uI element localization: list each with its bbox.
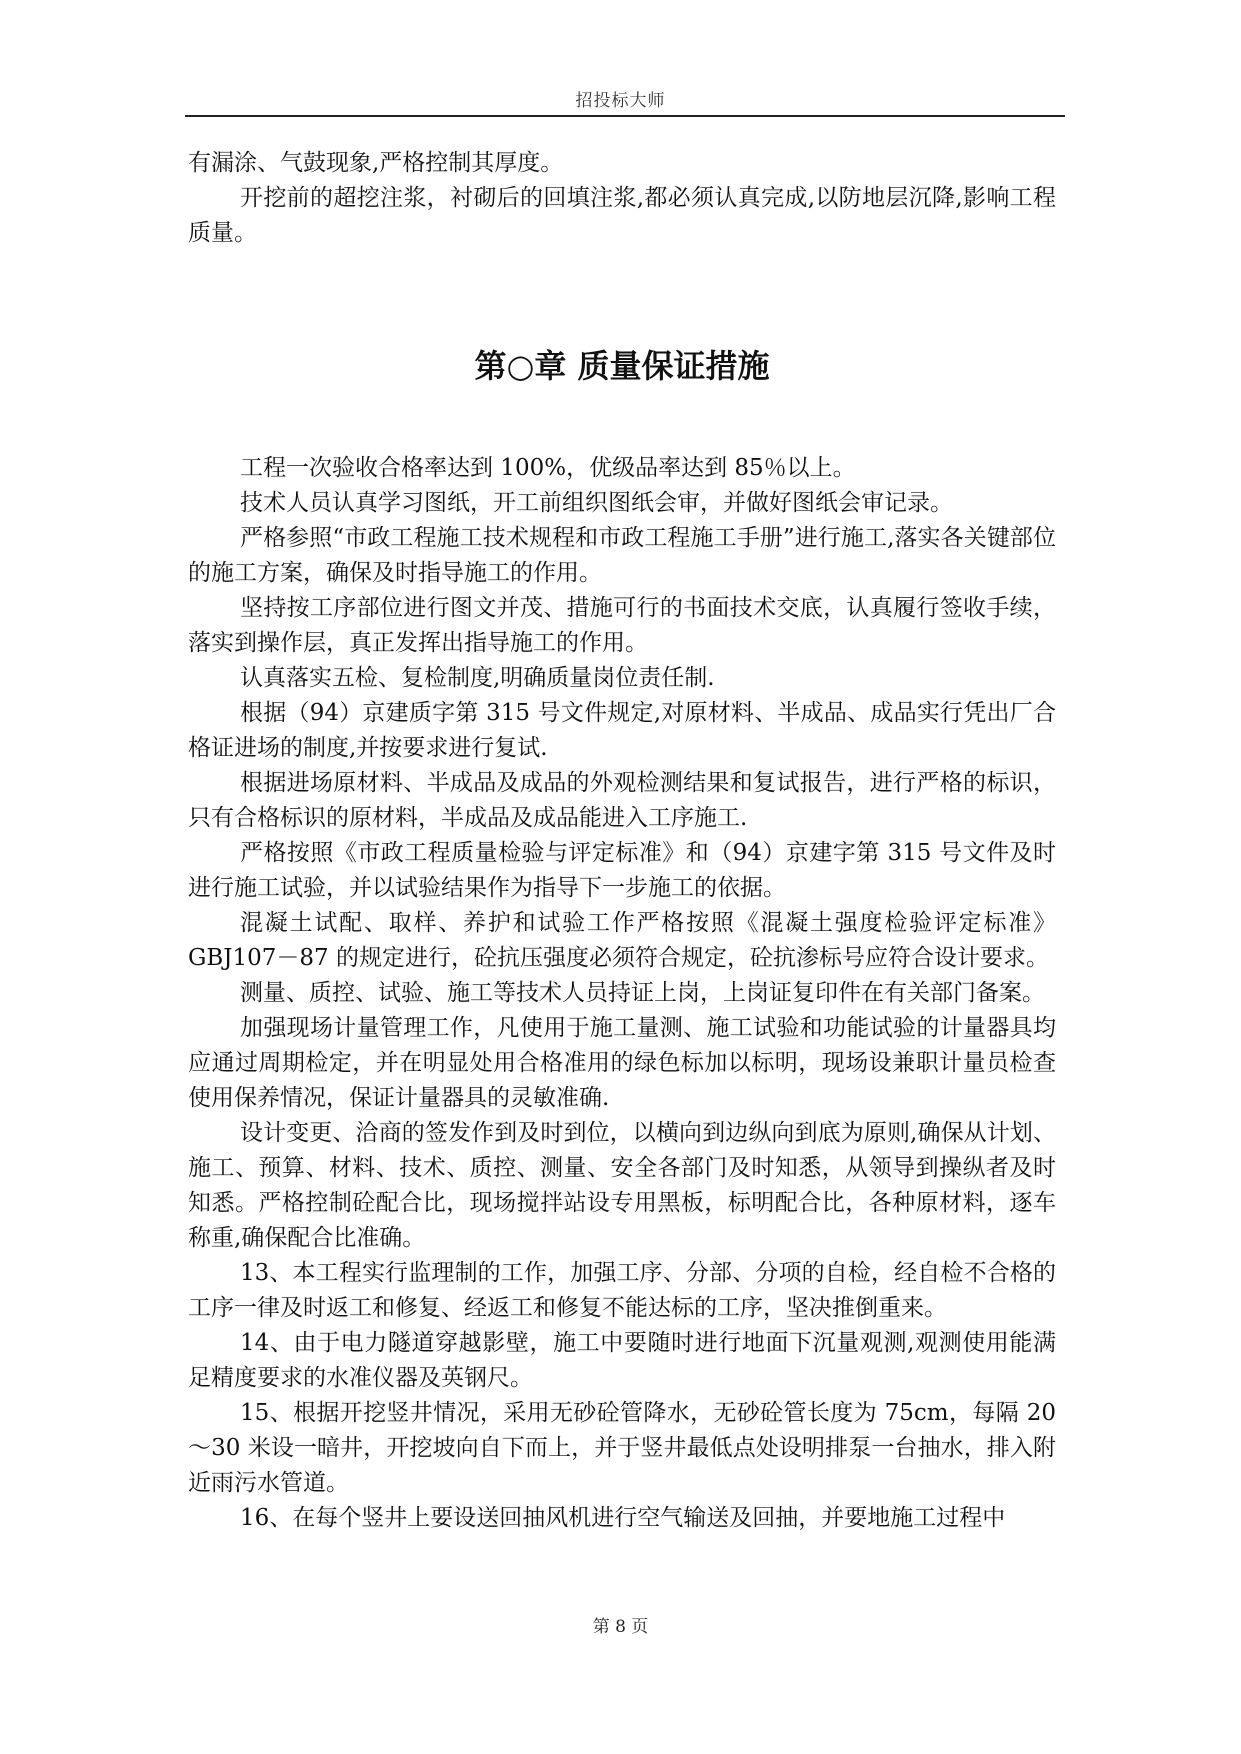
body-paragraph: 技术人员认真学习图纸，开工前组织图纸会审，并做好图纸会审记录。	[240, 490, 953, 516]
page-number: 第 8 页	[592, 1617, 649, 1637]
body-paragraph: 测量、质控、试验、施工等技术人员持证上岗，上岗证复印件在有关部门备案。	[240, 980, 1045, 1006]
spacer	[188, 387, 1056, 451]
header-rule	[185, 115, 1065, 117]
page-header-title: 招投标大师	[575, 91, 666, 111]
body-paragraph: 加强现场计量管理工作，凡使用于施工量测、施工试验和功能试验的计量器具均应通过周期检定，并在明显处用合格准用的绿色标加以标明，现场设兼职计量员检查使用保养情况，保证计量器具的灵敏准确.	[188, 1015, 1056, 1111]
body-paragraph: 13、本工程实行监理制的工作，加强工序、分部、分项的自检，经自检不合格的工序一律及时返工和修复、经返工和修复不能达标的工序，坚决推倒重来。	[188, 1260, 1056, 1321]
body-paragraph: 严格参照“市政工程施工技术规程和市政工程施工手册”进行施工,落实各关键部位的施工方案，确保及时指导施工的作用。	[188, 525, 1056, 586]
paragraph-list	[188, 451, 1056, 1536]
spacer	[188, 251, 1056, 341]
chapter-title: 第○章 质量保证措施	[474, 347, 770, 385]
body-paragraph: 工程一次验收合格率达到 100%，优级品率达到 85％以上。	[240, 455, 856, 481]
body-paragraph: 16、在每个竖井上要设送回抽风机进行空气输送及回抽，并要地施工过程中	[240, 1505, 1006, 1531]
body-paragraph: 根据进场原材料、半成品及成品的外观检测结果和复试报告，进行严格的标识，只有合格标识的原材料，半成品及成品能进入工序施工.	[188, 770, 1056, 831]
body-paragraph: 严格按照《市政工程质量检验与评定标准》和（94）京建字第 315 号文件及时进行施工试验，并以试验结果作为指导下一步施工的依据。	[188, 840, 1056, 901]
body-paragraph: 14、由于电力隧道穿越影壁，施工中要随时进行地面下沉量观测,观测使用能满足精度要求的水准仪器及英钢尺。	[188, 1330, 1056, 1391]
body-paragraph: 开挖前的超挖注浆，衬砌后的回填注浆,都必须认真完成,以防地层沉降,影响工程质量。	[188, 185, 1056, 246]
body-paragraph: 认真落实五检、复检制度,明确质量岗位责任制.	[240, 665, 715, 691]
body-paragraph: 混凝土试配、取样、养护和试验工作严格按照《混凝土强度检验评定标准》GBJ107－87 的规定进行，砼抗压强度必须符合规定，砼抗渗标号应符合设计要求。	[188, 910, 1056, 971]
body-paragraph: 根据（94）京建质字第 315 号文件规定,对原材料、半成品、成品实行凭出厂合格证进场的制度,并按要求进行复试.	[188, 700, 1056, 761]
body-paragraph: 15、根据开挖竖井情况，采用无砂砼管降水，无砂砼管长度为 75cm，每隔 20～30 米设一暗井，开挖坡向自下而上，并于竖井最低点处设明排泵一台抽水，排入附近雨污水管道。	[188, 1400, 1056, 1496]
page-body	[188, 146, 1056, 1536]
body-paragraph: 坚持按工序部位进行图文并茂、措施可行的书面技术交底，认真履行签收手续，落实到操作层，真正发挥出指导施工的作用。	[188, 595, 1056, 656]
body-paragraph: 设计变更、洽商的签发作到及时到位，以横向到边纵向到底为原则,确保从计划、施工、预算、材料、技术、质控、测量、安全各部门及时知悉，从领导到操纵者及时知悉。严格控制砼配合比，现场搅拌站设专用黑板，标明配合比，各种原材料，逐车称重,确保配合比准确。	[188, 1120, 1056, 1251]
body-paragraph: 有漏涂、气鼓现象,严格控制其厚度。	[188, 150, 564, 176]
